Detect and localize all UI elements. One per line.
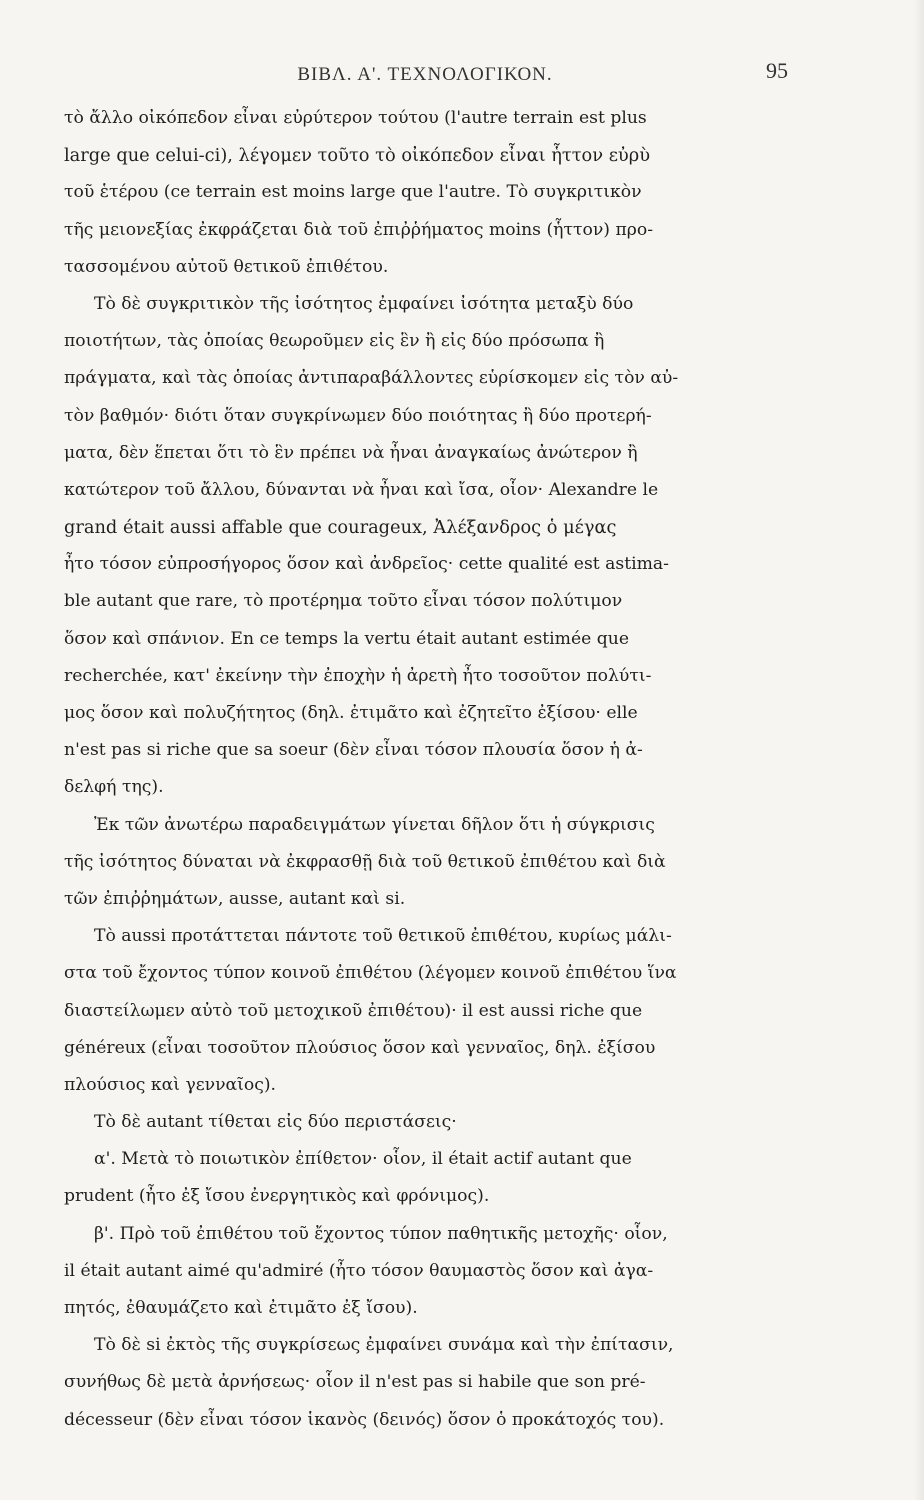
text-line: Τὸ δὲ συγκριτικὸν τῆς ἰσότητος ἐμφαίνει ἰσότητα μεταξὺ δύο [94, 293, 634, 314]
text-line: τῆς ἰσότητος δύναται νὰ ἐκφρασθῇ διὰ τοῦ θετικοῦ ἐπιθέτου καὶ διὰ [64, 851, 666, 872]
text-line: τὸ ἄλλο οἰκόπεδον εἶναι εὐρύτερον τούτου (l'autre terrain est plus [64, 108, 647, 128]
text-line: στα τοῦ ἔχοντος τύπον κοινοῦ ἐπιθέτου (λέγομεν κοινοῦ ἐπιθέτου ἵνα [64, 963, 677, 984]
text-line: il était autant aimé qu'admiré (ἦτο τόσον θαυμαστὸς ὅσον καὶ ἀγα- [64, 1260, 654, 1281]
text-line: généreux (εἶναι τοσοῦτον πλούσιος ὅσον καὶ γενναῖος, δηλ. ἐξίσου [64, 1037, 656, 1058]
text-line: ὅσον καὶ σπάνιον. En ce temps la vertu était autant estimée que [64, 628, 630, 649]
text-line: διαστείλωμεν αὐτὸ τοῦ μετοχικοῦ ἐπιθέτου)· il est aussi riche que [64, 1000, 643, 1021]
text-line: prudent (ἦτο ἐξ ἴσου ἐνεργητικὸς καὶ φρόνιμος). [64, 1186, 490, 1207]
text-line: large que celui-ci), λέγομεν τοῦτο τὸ οἰκόπεδον εἶναι ἧττον εὐρὺ [64, 145, 651, 167]
text-line: Τὸ aussi προτάττεται πάντοτε τοῦ θετικοῦ ἐπιθέτου, κυρίως μάλι- [94, 926, 672, 947]
text-line: τὸν βαθμόν· διότι ὅταν συγκρίνωμεν δύο ποιότητας ἢ δύο προτερή- [64, 405, 652, 426]
text-line: n'est pas si riche que sa soeur (δὲν εἶναι τόσον πλουσία ὅσον ἡ ἀ- [64, 740, 643, 761]
text-line: Ἐκ τῶν ἀνωτέρω παραδειγμάτων γίνεται δῆλον ὅτι ἡ σύγκρισις [94, 814, 655, 835]
text-line: Τὸ δὲ si ἐκτὸς τῆς συγκρίσεως ἐμφαίνει συνάμα καὶ τὴν ἐπίτασιν, [94, 1335, 674, 1356]
text-line: πητός, ἐθαυμάζετο καὶ ἐτιμᾶτο ἐξ ἴσου). [64, 1298, 418, 1318]
text-line: α'. Μετὰ τὸ ποιωτικὸν ἐπίθετον· οἷον, il était actif autant que [94, 1149, 632, 1170]
text-line: τῆς μειονεξίας ἐκφράζεται διὰ τοῦ ἐπιῤῥήματος moins (ἧττον) προ- [64, 219, 654, 240]
page-header [66, 58, 788, 90]
text-line: τοῦ ἑτέρου (ce terrain est moins large que l'autre. Τὸ συγκριτικὸν [64, 182, 642, 203]
text-line: recherchée, κατ' ἐκείνην τὴν ἐποχὴν ἡ ἀρετὴ ἦτο τοσοῦτον πολύτι- [64, 665, 652, 686]
text-line: τασσομένου αὐτοῦ θετικοῦ ἐπιθέτου. [64, 256, 389, 277]
page-edge-shadow [914, 0, 924, 1500]
text-line: κατώτερον τοῦ ἄλλου, δύνανται νὰ ἦναι καὶ ἴσα, οἷον· Alexandre le [64, 479, 659, 500]
text-line: συνήθως δὲ μετὰ ἀρνήσεως· οἷον il n'est pas si habile que son pré- [64, 1372, 646, 1393]
text-line: τῶν ἐπιῤῥημάτων, ausse, autant καὶ si. [64, 888, 406, 909]
text-line: ble autant que rare, τὸ προτέρημα τοῦτο εἶναι τόσον πολύτιμον [64, 591, 623, 612]
text-line: ἦτο τόσον εὐπροσήγορος ὅσον καὶ ἀνδρεῖος· cette qualité est astima- [64, 554, 669, 575]
text-line: grand était aussi affable que courageux, Ἀλέξανδρος ὁ μέγας [64, 517, 617, 539]
text-line: ματα, δὲν ἕπεται ὅτι τὸ ἓν πρέπει νὰ ἦναι ἀναγκαίως ἀνώτερον ἢ [64, 442, 638, 463]
text-line: πράγματα, καὶ τὰς ὁποίας ἀντιπαραβάλλοντες εὑρίσκομεν εἰς τὸν αὐ- [64, 368, 679, 389]
body-text [64, 100, 784, 1439]
text-line: ποιοτήτων, τὰς ὁποίας θεωροῦμεν εἰς ἓν ἢ εἰς δύο πρόσωπα ἢ [64, 331, 605, 352]
text-line: μος ὅσον καὶ πολυζήτητος (δηλ. ἐτιμᾶτο καὶ ἐζητεῖτο ἐξίσου· elle [64, 703, 638, 723]
text-line: décesseur (δὲν εἶναι τόσον ἱκανὸς (δεινός) ὅσον ὁ προκάτοχός του). [64, 1409, 665, 1430]
page-number: 95 [766, 58, 788, 83]
running-head: ΒΙΒΛ. Α'. ΤΕΧΝΟΛΟΓΙΚΟΝ. [297, 64, 553, 85]
text-line: δελφή της). [64, 777, 164, 798]
text-line: Τὸ δὲ autant τίθεται εἰς δύο περιστάσεις· [94, 1112, 457, 1133]
text-line: πλούσιος καὶ γενναῖος). [64, 1074, 277, 1095]
text-line: β'. Πρὸ τοῦ ἐπιθέτου τοῦ ἔχοντος τύπον παθητικῆς μετοχῆς· οἷον, [94, 1223, 668, 1244]
